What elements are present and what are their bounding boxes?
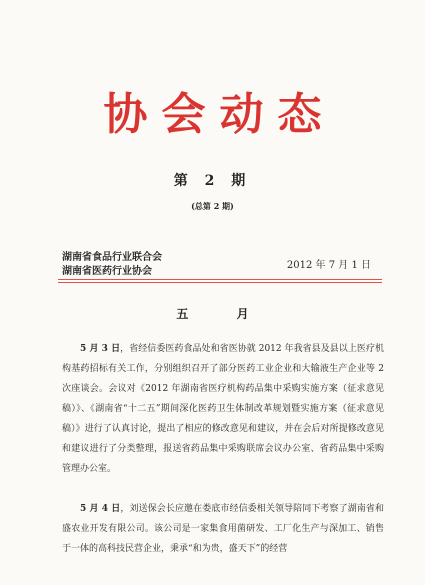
- paragraph-date-lead: 5 月 4 日: [80, 504, 121, 514]
- news-paragraph: [62, 339, 384, 479]
- section-month-heading: 五 月: [176, 307, 271, 321]
- publisher-name-2: 湖南省医药行业协会: [62, 266, 152, 277]
- header-rule-thick: [58, 279, 382, 280]
- issue-number: 第 2 期: [173, 173, 252, 189]
- issue-total-number: (总第 2 期): [191, 201, 234, 211]
- masthead-title: 协会动态: [103, 89, 336, 140]
- publisher-block: [62, 251, 162, 279]
- paragraph-body: ，省经信委医药食品处和省医协就 2012 年我省县及县以上医疗机构基药招标有关工作，分别组织召开了部分医药工业企业和大输液生产企业等 2 次座谈会。会议对《2012 年湖南省医疗机构药品集中采购实施方案（征求意见稿）》、《湖南省“十二五”期间深化医药卫生体制改革规划暨实施方案（征求意见稿）》进行了认真讨论，提出了相应的修改意见和建议，并在会后对所提修改意见和建议进行了分类整理，报送省药品集中采购联席会议办公室、省药品集中采购管理办公室。: [62, 344, 384, 474]
- paragraph-date-lead: 5 月 3 日: [80, 344, 121, 354]
- publication-date: 2012 年 7 月 1 日: [286, 260, 371, 271]
- paragraph-body: ，刘送保会长应邀在娄底市经信委相关领导陪同下考察了湖南省和盛农业开发有限公司。该公司是一家集食用菌研发、工厂化生产与深加工、销售于一体的高科技民营企业，秉承“和为贵，盛天下”的经营: [62, 504, 384, 554]
- news-paragraph: [62, 499, 384, 559]
- header-rule-thin: [58, 282, 382, 283]
- publisher-name-1: 湖南省食品行业联合会: [62, 252, 162, 263]
